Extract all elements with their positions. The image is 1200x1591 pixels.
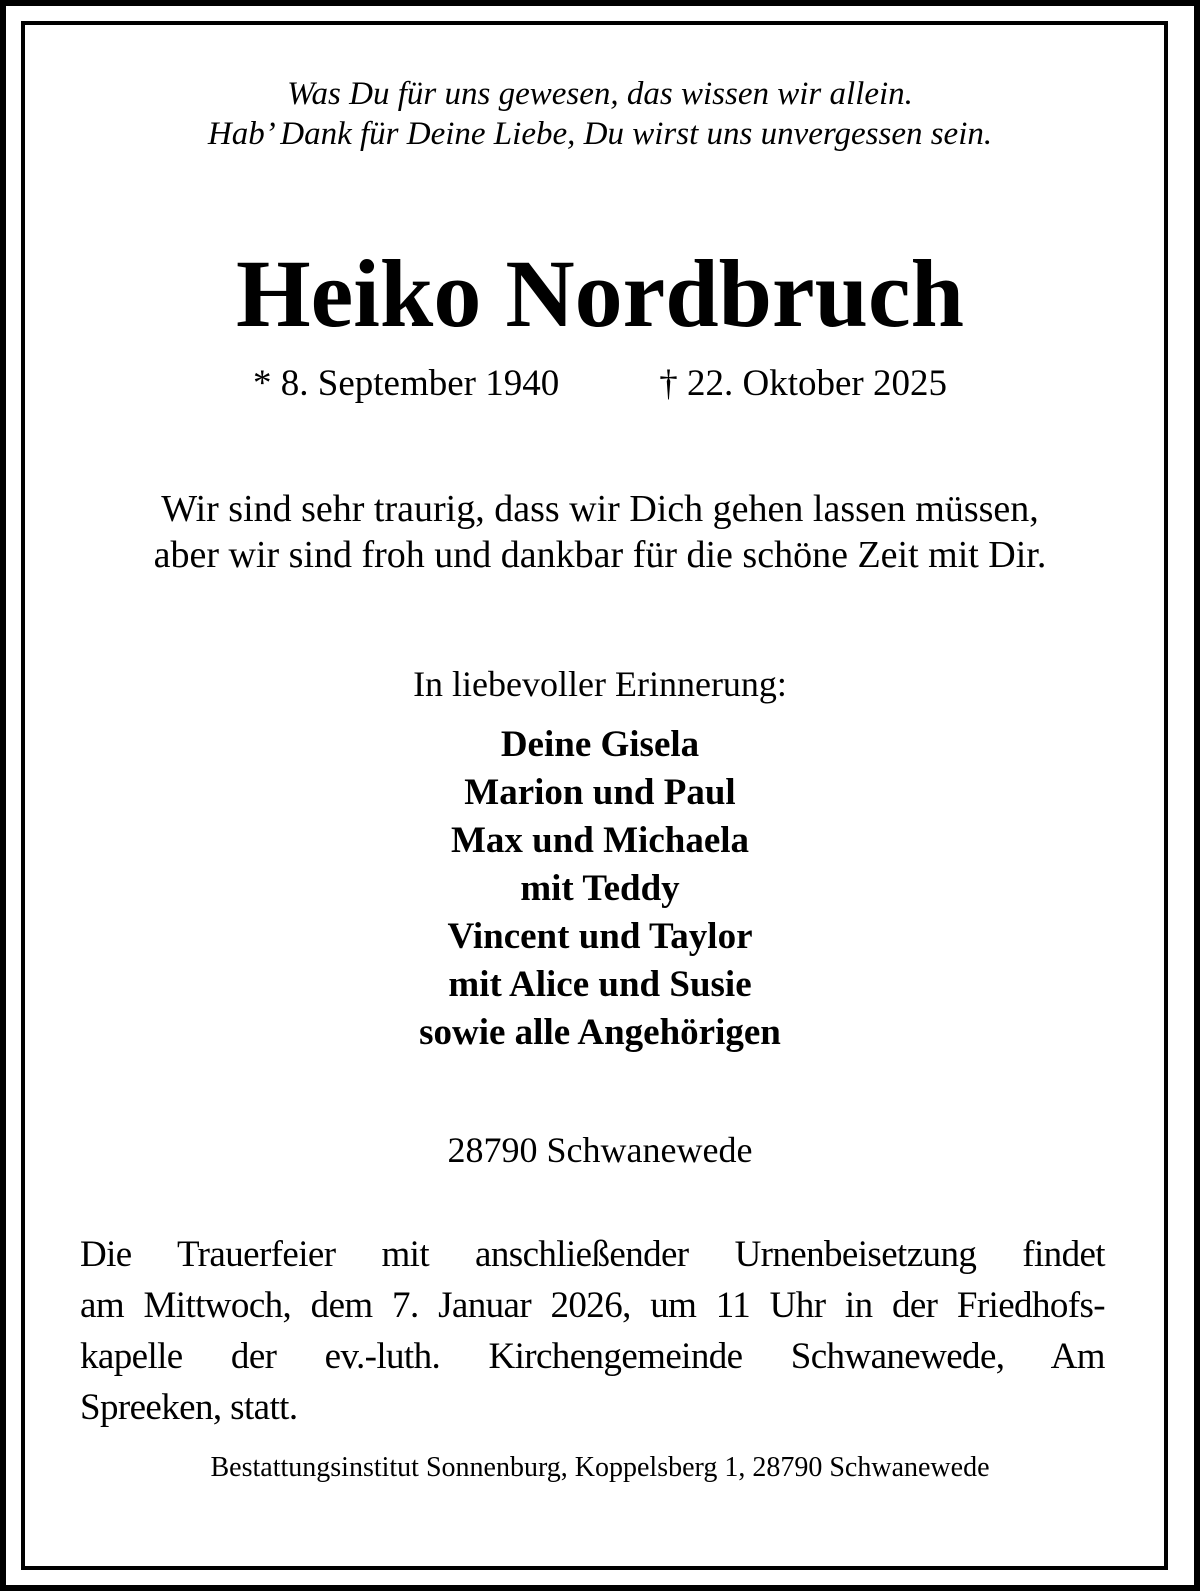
mourner: Marion und Paul [464, 772, 736, 813]
mourner: Deine Gisela [500, 724, 700, 765]
message-line-2: aber wir sind froh und dankbar für die schöne Zeit mit Dir. [153, 534, 1047, 576]
mourner: Vincent und Taylor [447, 916, 753, 957]
mourner: sowie alle Angehörigen [419, 1012, 781, 1053]
funeral-home-footer: Bestattungsinstitut Sonnenburg, Koppelsberg 1, 28790 Schwanewede [210, 1452, 990, 1483]
mourner: mit Teddy [520, 868, 680, 909]
ceremony-line: Spreeken, statt. [80, 1387, 298, 1428]
location: 28790 Schwanewede [447, 1130, 753, 1170]
mourner: Max und Michaela [450, 820, 750, 861]
death-date: † 22. Oktober 2025 [659, 363, 947, 404]
mourner: mit Alice und Susie [448, 964, 752, 1005]
deceased-name: Heiko Nordbruch [235, 240, 965, 347]
remembrance-heading: In liebevoller Erinnerung: [413, 664, 787, 704]
life-dates [0, 362, 1200, 405]
motto-line-2: Hab’ Dank für Deine Liebe, Du wirst uns unvergessen sein. [207, 116, 993, 152]
message-line-1: Wir sind sehr traurig, dass wir Dich gehen lassen müssen, [161, 488, 1039, 530]
ceremony-line: Die Trauerfeier mit anschließender Urnenbeisetzung findet [80, 1234, 1105, 1275]
ceremony-line: kapelle der ev.-luth. Kirchengemeinde Schwanewede, Am [80, 1336, 1105, 1377]
motto-line-1: Was Du für uns gewesen, das wissen wir allein. [287, 76, 913, 112]
birth-date: * 8. September 1940 [253, 363, 560, 404]
ceremony-line: am Mittwoch, dem 7. Januar 2026, um 11 Uhr in der Friedhofs- [80, 1285, 1105, 1326]
